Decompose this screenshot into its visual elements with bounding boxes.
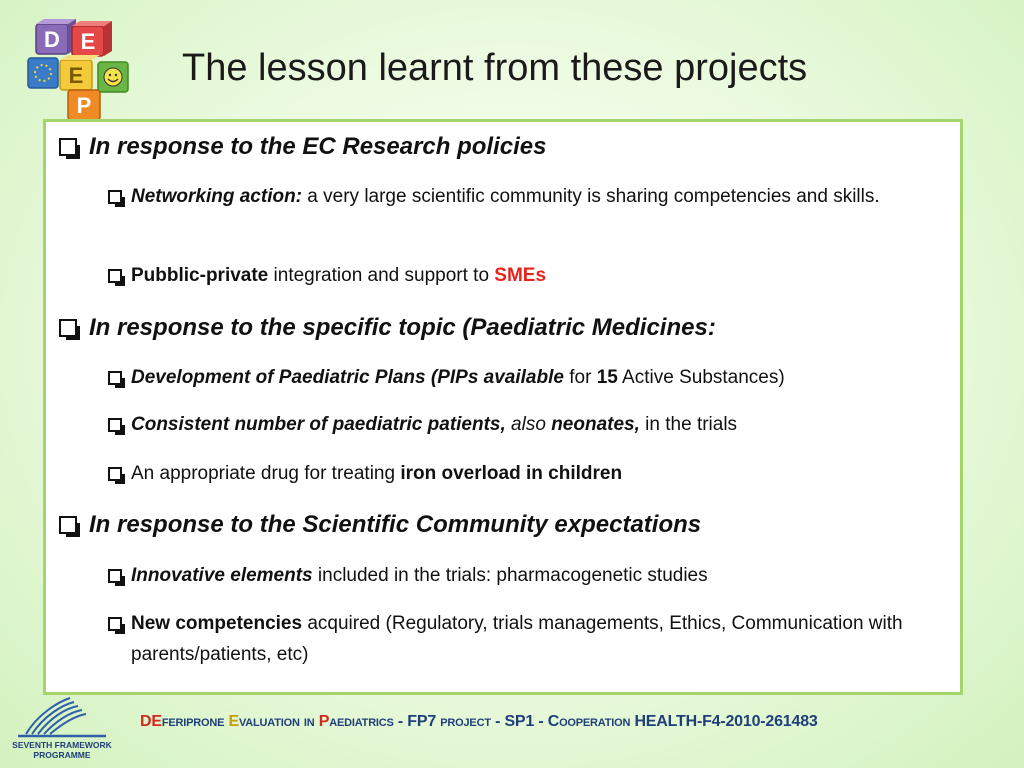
footer-project-banner: DEferiprone Evaluation in Paediatrics - FP7 project - SP1 - Cooperation HEALTH-F4-2010-261483	[140, 713, 818, 730]
svg-text:P: P	[76, 93, 92, 118]
deep-logo	[22, 18, 138, 122]
content-box	[43, 119, 963, 695]
list-item-paediatric-patients: Consistent number of paediatric patients, also neonates, in the trials	[108, 409, 928, 440]
checkbox-bullet-icon	[108, 569, 122, 583]
checkbox-bullet-icon	[108, 467, 122, 481]
fp7-logo-line1: SEVENTH FRAMEWORK	[12, 740, 112, 750]
checkbox-bullet-icon	[108, 418, 122, 432]
logo-cube-e-mid	[60, 55, 100, 90]
list-item-innovative-elements: Innovative elements included in the trials: pharmacogenetic studies	[108, 560, 928, 591]
checkbox-bullet-icon	[59, 319, 77, 337]
list-item-paediatric-plans: Development of Paediatric Plans (PIPs available for 15 Active Substances)	[108, 362, 928, 393]
logo-cube-p	[68, 90, 100, 120]
logo-cube-smiley	[98, 62, 128, 92]
section-heading-ec-policies: In response to the EC Research policies	[59, 132, 546, 162]
logo-cube-stars	[28, 58, 58, 88]
logo-cube-d	[36, 19, 76, 54]
fp7-logo	[8, 694, 116, 764]
list-item-networking: Networking action: a very large scientific community is sharing competencies and skills.	[108, 181, 928, 212]
list-item-public-private: Pubblic-private integration and support to SMEs	[108, 260, 928, 291]
svg-text:D: D	[44, 27, 60, 52]
fp7-logo-line2: PROGRAMME	[33, 750, 91, 760]
list-item-iron-overload: An appropriate drug for treating iron overload in children	[108, 458, 928, 489]
page-title: The lesson learnt from these projects	[182, 47, 808, 89]
checkbox-bullet-icon	[108, 269, 122, 283]
checkbox-bullet-icon	[59, 138, 77, 156]
svg-text:E: E	[80, 29, 96, 54]
checkbox-bullet-icon	[59, 516, 77, 534]
checkbox-bullet-icon	[108, 190, 122, 204]
section-heading-paediatric-medicines: In response to the specific topic (Paediatric Medicines:	[59, 313, 716, 343]
checkbox-bullet-icon	[108, 617, 122, 631]
logo-cube-e-top	[72, 21, 112, 56]
checkbox-bullet-icon	[108, 371, 122, 385]
section-heading-scientific-community: In response to the Scientific Community expectations	[59, 510, 701, 540]
list-item-new-competencies: New competencies acquired (Regulatory, trials managements, Ethics, Communication with parents/patients, etc)	[108, 608, 928, 670]
svg-text:E: E	[68, 63, 84, 88]
